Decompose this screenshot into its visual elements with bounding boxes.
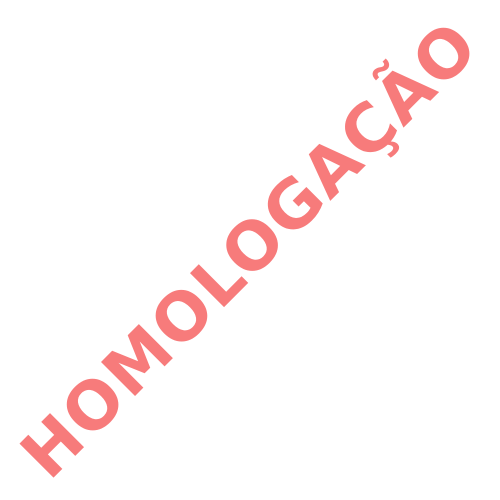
homologacao-watermark: HOMOLOGAÇÃO xyxy=(6,6,494,494)
